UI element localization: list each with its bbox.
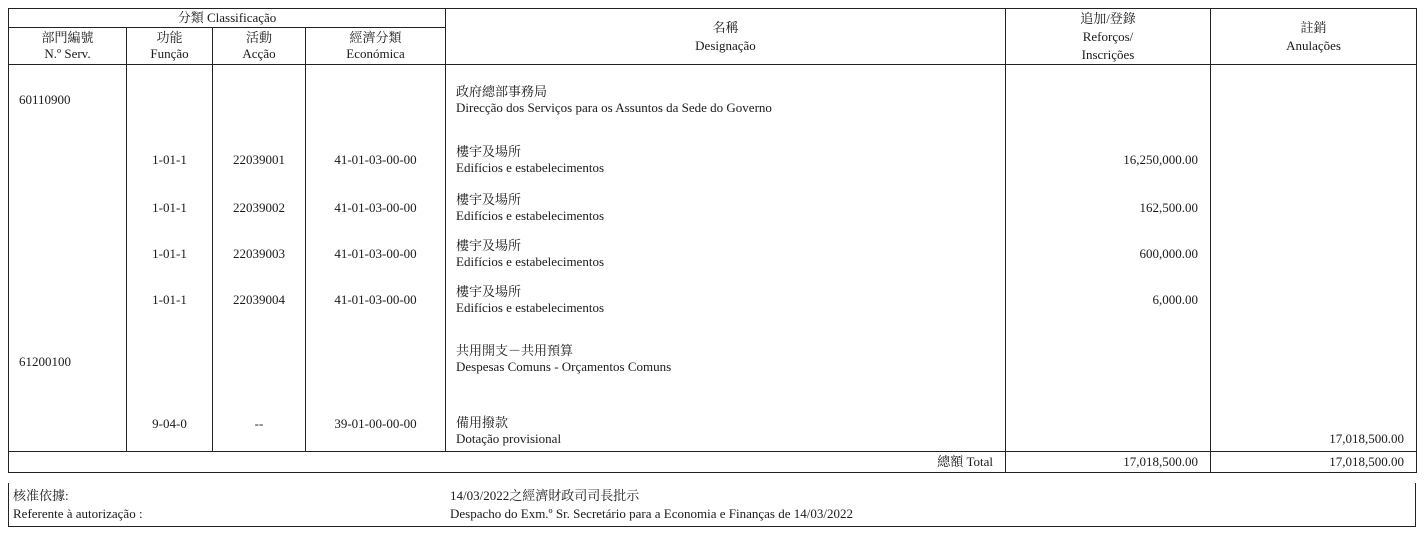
designation-cell xyxy=(446,125,1006,185)
table-row xyxy=(9,231,1417,277)
activity-cell: 22039003 xyxy=(213,231,306,277)
reinforce-cell xyxy=(1006,323,1211,387)
designation-zh: 樓宇及場所 xyxy=(456,284,522,299)
activity-cell xyxy=(213,75,306,125)
cancel-cell xyxy=(1211,185,1417,231)
economic-cell xyxy=(306,323,446,387)
economic-header-pt: Económica xyxy=(346,46,405,61)
activity-header-pt: Acção xyxy=(242,46,276,61)
reinforce-header-pt1: Reforços/ xyxy=(1082,28,1134,44)
function-cell: 1-01-1 xyxy=(127,125,213,185)
designation-cell xyxy=(446,387,1006,452)
table-row xyxy=(9,387,1417,452)
classification-group-header: 分類 Classificação xyxy=(9,9,446,28)
function-header-zh: 功能 xyxy=(156,30,183,45)
designation-cell xyxy=(446,185,1006,231)
table-row xyxy=(9,185,1417,231)
designation-pt: Despesas Comuns - Orçamentos Comuns xyxy=(456,359,672,374)
function-cell: 1-01-1 xyxy=(127,231,213,277)
designation-pt: Edifícios e estabelecimentos xyxy=(456,254,605,269)
designation-pt: Dotação provisional xyxy=(456,431,562,446)
total-reinforce: 17,018,500.00 xyxy=(1006,452,1211,473)
service-code-cell xyxy=(9,231,127,277)
table-row xyxy=(9,125,1417,185)
economic-cell: 41-01-03-00-00 xyxy=(306,231,446,277)
cancel-cell xyxy=(1211,323,1417,387)
cancel-cell: 17,018,500.00 xyxy=(1211,387,1417,452)
table-row xyxy=(9,323,1417,387)
service-code-cell xyxy=(9,185,127,231)
cancel-cell xyxy=(1211,231,1417,277)
service-code-cell: 61200100 xyxy=(9,323,127,387)
function-header-pt: Função xyxy=(150,46,189,61)
function-header xyxy=(127,28,213,65)
function-cell: 1-01-1 xyxy=(127,277,213,323)
activity-cell: 22039002 xyxy=(213,185,306,231)
reinforce-cell: 16,250,000.00 xyxy=(1006,125,1211,185)
budget-table xyxy=(8,8,1417,473)
economic-cell: 41-01-03-00-00 xyxy=(306,277,446,323)
economic-cell: 39-01-00-00-00 xyxy=(306,387,446,452)
reinforce-cell: 600,000.00 xyxy=(1006,231,1211,277)
activity-cell: 22039001 xyxy=(213,125,306,185)
designation-zh: 共用開支－共用預算 xyxy=(456,343,574,358)
reinforce-cell: 162,500.00 xyxy=(1006,185,1211,231)
function-cell xyxy=(127,75,213,125)
cancel-header xyxy=(1211,9,1417,65)
designation-pt: Edifícios e estabelecimentos xyxy=(456,300,605,315)
economic-header xyxy=(306,28,446,65)
reinforce-cell xyxy=(1006,75,1211,125)
total-row xyxy=(9,452,1417,473)
header-row-top xyxy=(9,9,1417,28)
economic-cell: 41-01-03-00-00 xyxy=(306,125,446,185)
activity-header xyxy=(213,28,306,65)
designation-zh: 樓宇及場所 xyxy=(456,144,522,159)
cancel-header-pt: Anulações xyxy=(1286,37,1341,53)
service-header-pt: N.º Serv. xyxy=(44,46,91,61)
activity-cell: 22039004 xyxy=(213,277,306,323)
authorization-footer xyxy=(8,483,1416,527)
designation-header xyxy=(446,9,1006,65)
budget-document xyxy=(8,8,1416,528)
function-cell: 1-01-1 xyxy=(127,185,213,231)
service-header xyxy=(9,28,127,65)
dispatch-pt: Despacho do Exm.º Sr. Secretário para a Economia e Finanças de 14/03/2022 xyxy=(450,506,853,521)
reinforce-header xyxy=(1006,9,1211,65)
function-cell xyxy=(127,323,213,387)
designation-cell xyxy=(446,323,1006,387)
reinforce-header-zh: 追加/登錄 xyxy=(1080,10,1136,26)
designation-zh: 樓宇及場所 xyxy=(456,238,522,253)
designation-pt: Edifícios e estabelecimentos xyxy=(456,160,605,175)
table-row xyxy=(9,75,1417,125)
activity-header-zh: 活動 xyxy=(245,30,272,45)
service-header-zh: 部門編號 xyxy=(41,30,94,45)
authority-label-pt: Referente à autorização : xyxy=(13,506,143,521)
designation-cell xyxy=(446,75,1006,125)
authority-label xyxy=(13,487,143,523)
designation-pt: Direcção dos Serviços para os Assuntos da Sede do Governo xyxy=(456,100,772,115)
reinforce-header-pt2: Inscrições xyxy=(1081,46,1135,62)
table-row xyxy=(9,277,1417,323)
designation-zh: 樓宇及場所 xyxy=(456,192,522,207)
activity-cell: -- xyxy=(213,387,306,452)
designation-zh: 政府總部事務局 xyxy=(456,84,548,99)
dispatch-reference xyxy=(450,487,853,523)
designation-zh: 備用撥款 xyxy=(456,415,509,430)
cancel-cell xyxy=(1211,125,1417,185)
cancel-header-zh: 註銷 xyxy=(1300,19,1327,35)
economic-cell: 41-01-03-00-00 xyxy=(306,185,446,231)
designation-pt: Edifícios e estabelecimentos xyxy=(456,208,605,223)
designation-header-pt: Designação xyxy=(695,37,756,53)
dispatch-zh: 14/03/2022之經濟財政司司長批示 xyxy=(450,488,640,503)
cancel-cell xyxy=(1211,75,1417,125)
function-cell: 9-04-0 xyxy=(127,387,213,452)
service-code-cell xyxy=(9,125,127,185)
reinforce-cell xyxy=(1006,387,1211,452)
service-code-cell: 60110900 xyxy=(9,75,127,125)
service-code-cell xyxy=(9,387,127,452)
designation-header-zh: 名稱 xyxy=(712,19,739,35)
economic-cell xyxy=(306,75,446,125)
designation-cell xyxy=(446,231,1006,277)
spacer-row xyxy=(9,65,1417,76)
activity-cell xyxy=(213,323,306,387)
economic-header-zh: 經濟分類 xyxy=(349,30,402,45)
authority-label-zh: 核准依據: xyxy=(13,488,69,503)
total-label: 總額 Total xyxy=(9,452,1006,473)
service-code-cell xyxy=(9,277,127,323)
cancel-cell xyxy=(1211,277,1417,323)
reinforce-cell: 6,000.00 xyxy=(1006,277,1211,323)
designation-cell xyxy=(446,277,1006,323)
total-cancel: 17,018,500.00 xyxy=(1211,452,1417,473)
